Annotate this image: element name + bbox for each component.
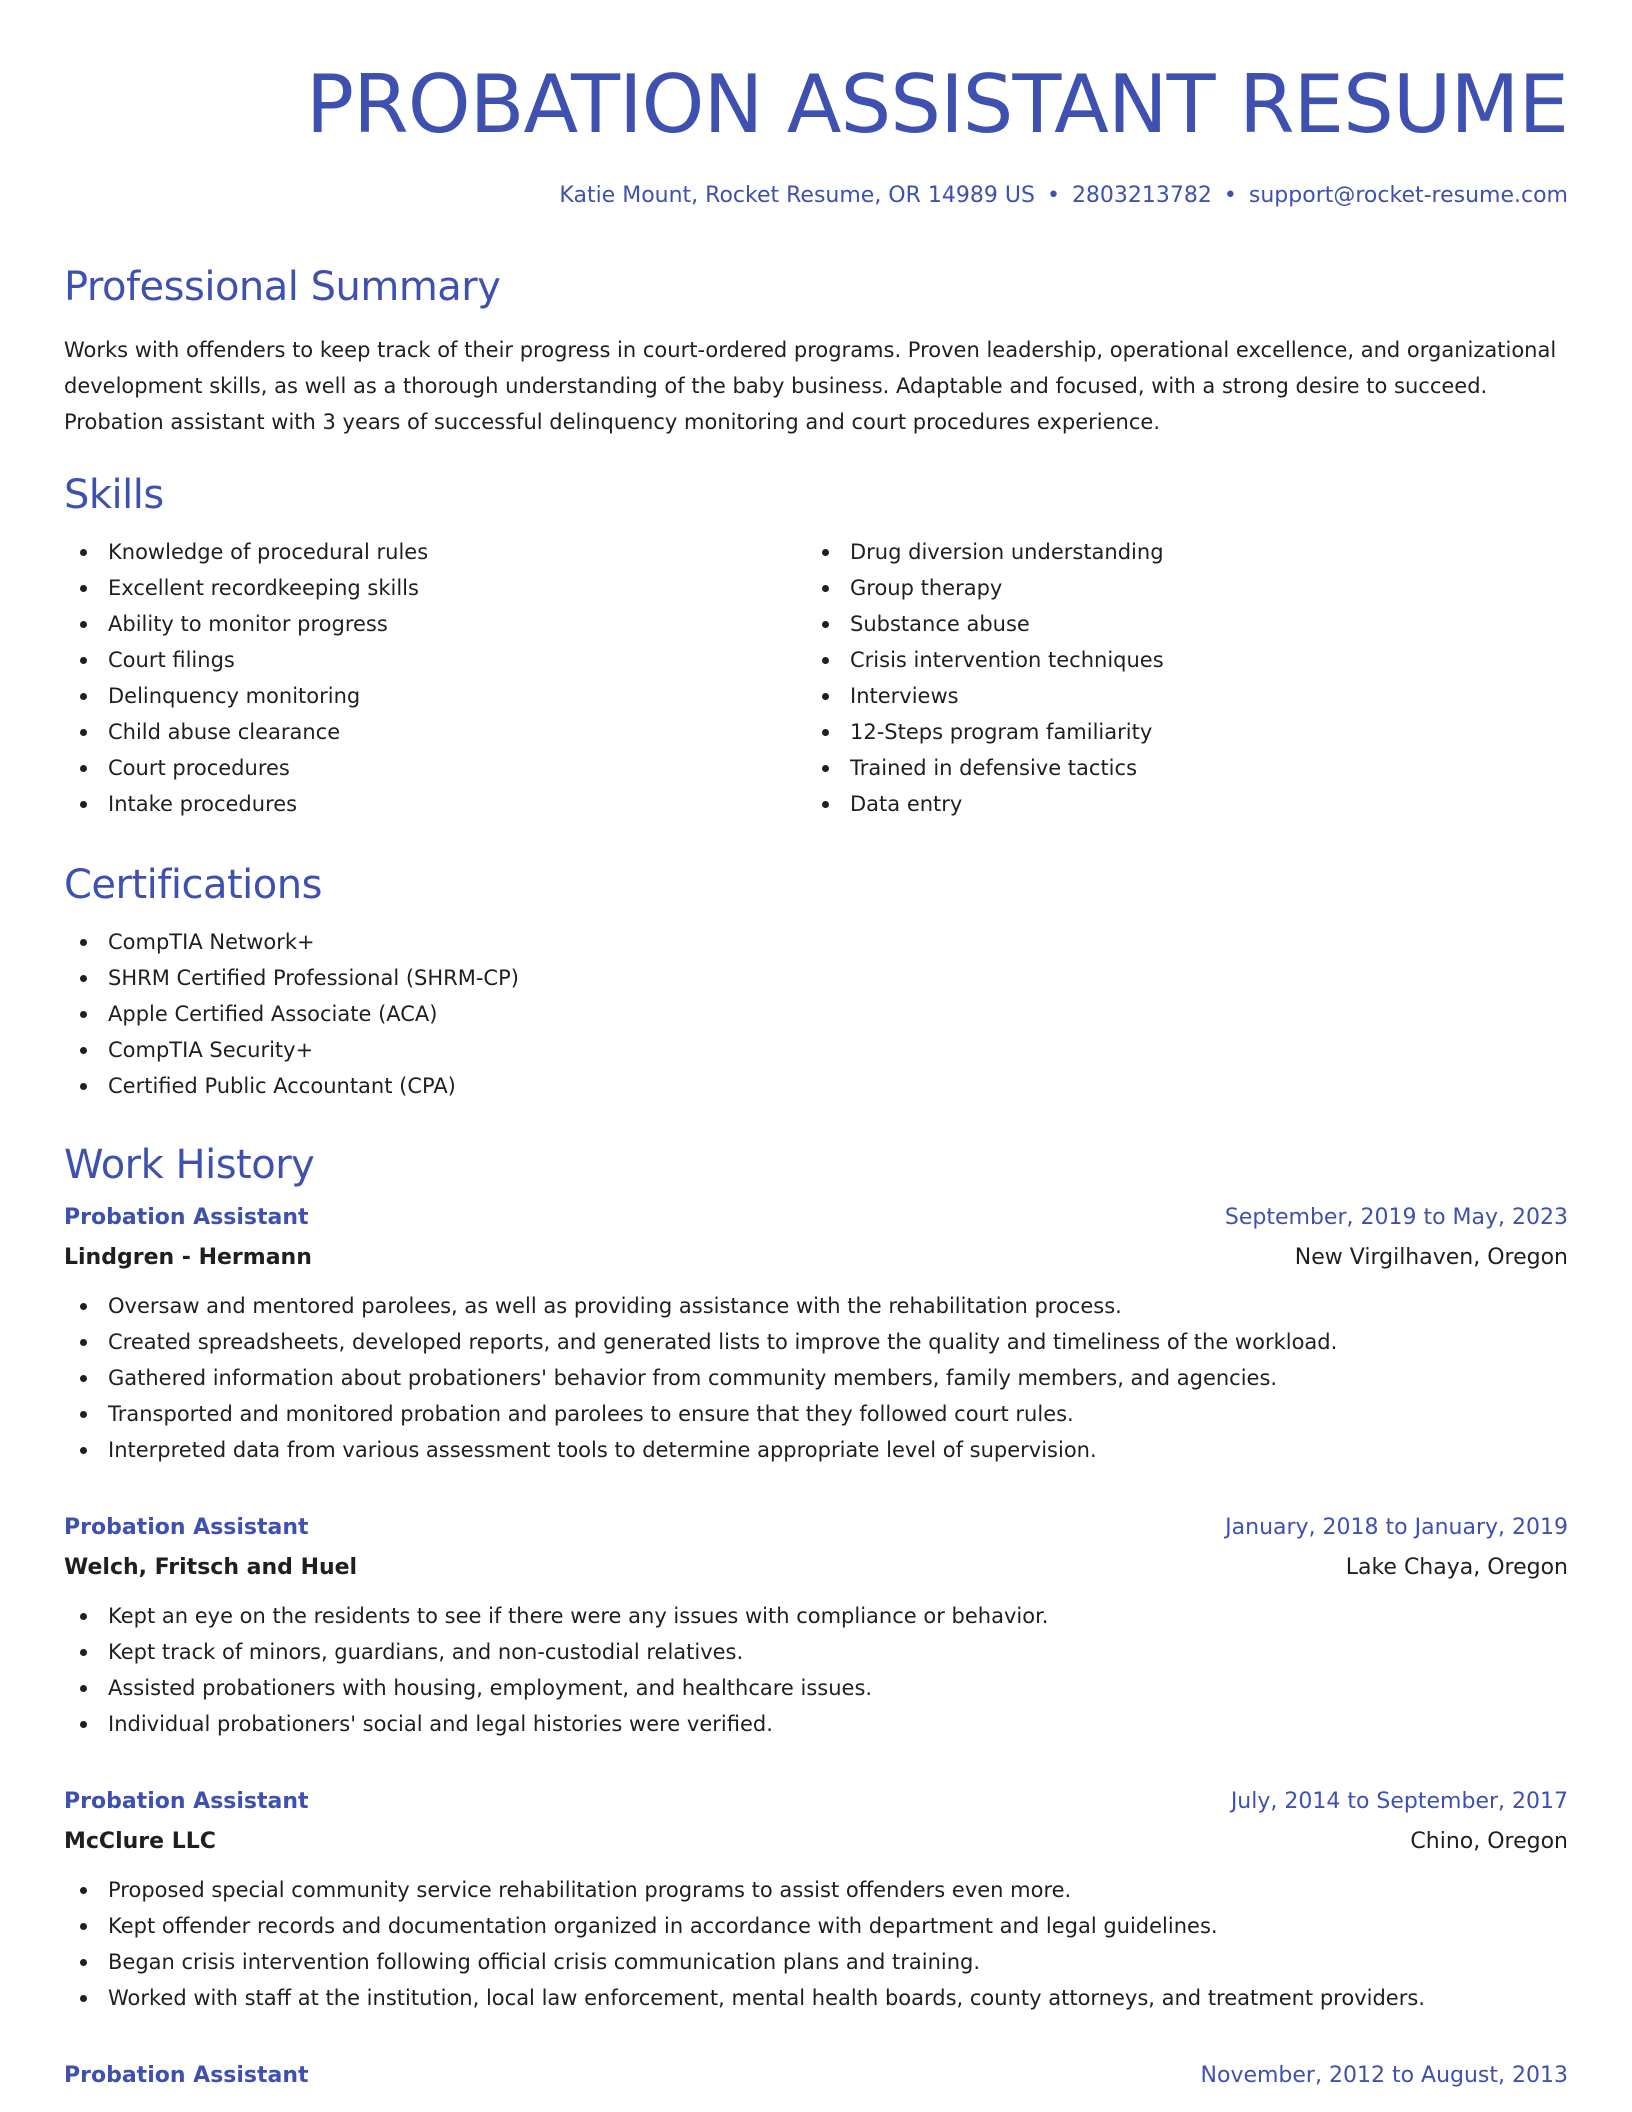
list-item: Group therapy xyxy=(806,570,1548,606)
list-item: Data entry xyxy=(806,786,1548,822)
job-header-row xyxy=(64,1198,1568,1238)
contact-separator: • xyxy=(1046,183,1060,208)
list-item: Court procedures xyxy=(64,750,806,786)
list-item: CompTIA Security+ xyxy=(64,1032,1568,1068)
list-item: Worked with staff at the institution, local law enforcement, mental health boards, county attorneys, and treatment providers. xyxy=(64,1980,1568,2016)
job-title: Probation Assistant xyxy=(64,1789,309,1814)
skills-list-right xyxy=(806,534,1548,822)
list-item: Created spreadsheets, developed reports, and generated lists to improve the quality and timeliness of the workload. xyxy=(64,1324,1568,1360)
job-dates: January, 2018 to January, 2019 xyxy=(1225,1515,1568,1540)
list-item: Proposed special community service rehabilitation programs to assist offenders even more. xyxy=(64,1872,1568,1908)
contact-separator: • xyxy=(1223,183,1237,208)
job-company-row xyxy=(64,1822,1568,1862)
job-company: Lindgren - Hermann xyxy=(64,1245,312,1270)
list-item: Kept an eye on the residents to see if there were any issues with compliance or behavior. xyxy=(64,1598,1568,1634)
job-entry xyxy=(64,1782,1568,2016)
job-bullets xyxy=(64,1598,1568,1742)
list-item: SHRM Certified Professional (SHRM-CP) xyxy=(64,960,1568,996)
list-item: Individual probationers' social and legal histories were verified. xyxy=(64,1706,1568,1742)
job-company: McClure LLC xyxy=(64,1829,216,1854)
job-bullets xyxy=(64,1288,1568,1468)
job-list xyxy=(64,1198,1568,2096)
work-history-heading: Work History xyxy=(64,1142,315,1188)
list-item: Drug diversion understanding xyxy=(806,534,1548,570)
list-item: Interviews xyxy=(806,678,1548,714)
job-title: Probation Assistant xyxy=(64,1515,309,1540)
list-item: Court filings xyxy=(64,642,806,678)
list-item: Apple Certified Associate (ACA) xyxy=(64,996,1568,1032)
list-item: 12-Steps program familiarity xyxy=(806,714,1548,750)
list-item: Interpreted data from various assessment tools to determine appropriate level of supervision. xyxy=(64,1432,1568,1468)
list-item: Kept offender records and documentation organized in accordance with department and legal guidelines. xyxy=(64,1908,1568,1944)
job-entry xyxy=(64,1198,1568,1468)
skills-section xyxy=(64,470,1568,822)
list-item: Began crisis intervention following official crisis communication plans and training. xyxy=(64,1944,1568,1980)
job-location: Lake Chaya, Oregon xyxy=(1345,1555,1568,1580)
list-item: Substance abuse xyxy=(806,606,1548,642)
list-item: Kept track of minors, guardians, and non-custodial relatives. xyxy=(64,1634,1568,1670)
job-entry xyxy=(64,2056,1568,2096)
job-header-row xyxy=(64,1782,1568,1822)
job-dates: September, 2019 to May, 2023 xyxy=(1224,1205,1568,1230)
job-header-row xyxy=(64,2056,1568,2096)
job-header-row xyxy=(64,1508,1568,1548)
job-company-row xyxy=(64,1238,1568,1278)
list-item: Excellent recordkeeping skills xyxy=(64,570,806,606)
list-item: Delinquency monitoring xyxy=(64,678,806,714)
summary-heading: Professional Summary xyxy=(64,264,501,310)
list-item: Oversaw and mentored parolees, as well as providing assistance with the rehabilitation process. xyxy=(64,1288,1568,1324)
list-item: Certified Public Accountant (CPA) xyxy=(64,1068,1568,1104)
list-item: Ability to monitor progress xyxy=(64,606,806,642)
list-item: Trained in defensive tactics xyxy=(806,750,1548,786)
list-item: Assisted probationers with housing, employment, and healthcare issues. xyxy=(64,1670,1568,1706)
resume-page xyxy=(64,0,1568,2088)
summary-text: Works with offenders to keep track of their progress in court-ordered programs. Proven leadership, operational excellence, and organizational development skills, as well as a thorough understanding of the baby business. Adaptable and focused, with a strong desire to succeed. Probation assistant with 3 years of successful delinquency monitoring and court procedures experience. xyxy=(64,338,1557,434)
work-history-section xyxy=(64,1140,1568,2096)
job-location: New Virgilhaven, Oregon xyxy=(1294,1245,1568,1270)
list-item: Gathered information about probationers' behavior from community members, family members, and agencies. xyxy=(64,1360,1568,1396)
list-item: Crisis intervention techniques xyxy=(806,642,1548,678)
list-item: Transported and monitored probation and parolees to ensure that they followed court rules. xyxy=(64,1396,1568,1432)
skills-list-left xyxy=(64,534,806,822)
certifications-heading: Certifications xyxy=(64,862,322,908)
job-company: Welch, Fritsch and Huel xyxy=(64,1555,358,1580)
resume-title: PROBATION ASSISTANT RESUME xyxy=(305,58,1568,151)
contact-line xyxy=(64,181,1568,211)
list-item: Knowledge of procedural rules xyxy=(64,534,806,570)
contact-phone[interactable]: 2803213782 xyxy=(1071,183,1212,208)
list-item: CompTIA Network+ xyxy=(64,924,1568,960)
job-company-row xyxy=(64,1548,1568,1588)
job-location: Chino, Oregon xyxy=(1410,1829,1568,1854)
certifications-section xyxy=(64,860,1568,1104)
job-title: Probation Assistant xyxy=(64,1205,309,1230)
job-entry xyxy=(64,1508,1568,1742)
job-title: Probation Assistant xyxy=(64,2063,309,2088)
skills-heading: Skills xyxy=(64,472,164,518)
certifications-list xyxy=(64,924,1568,1104)
job-dates: November, 2012 to August, 2013 xyxy=(1200,2063,1568,2088)
summary-section xyxy=(64,262,1568,440)
job-bullets xyxy=(64,1872,1568,2016)
contact-address: Katie Mount, Rocket Resume, OR 14989 US xyxy=(559,183,1035,208)
contact-email[interactable]: support@rocket-resume.com xyxy=(1248,183,1568,208)
list-item: Child abuse clearance xyxy=(64,714,806,750)
skills-columns xyxy=(64,520,1568,822)
list-item: Intake procedures xyxy=(64,786,806,822)
job-dates: July, 2014 to September, 2017 xyxy=(1230,1789,1568,1814)
